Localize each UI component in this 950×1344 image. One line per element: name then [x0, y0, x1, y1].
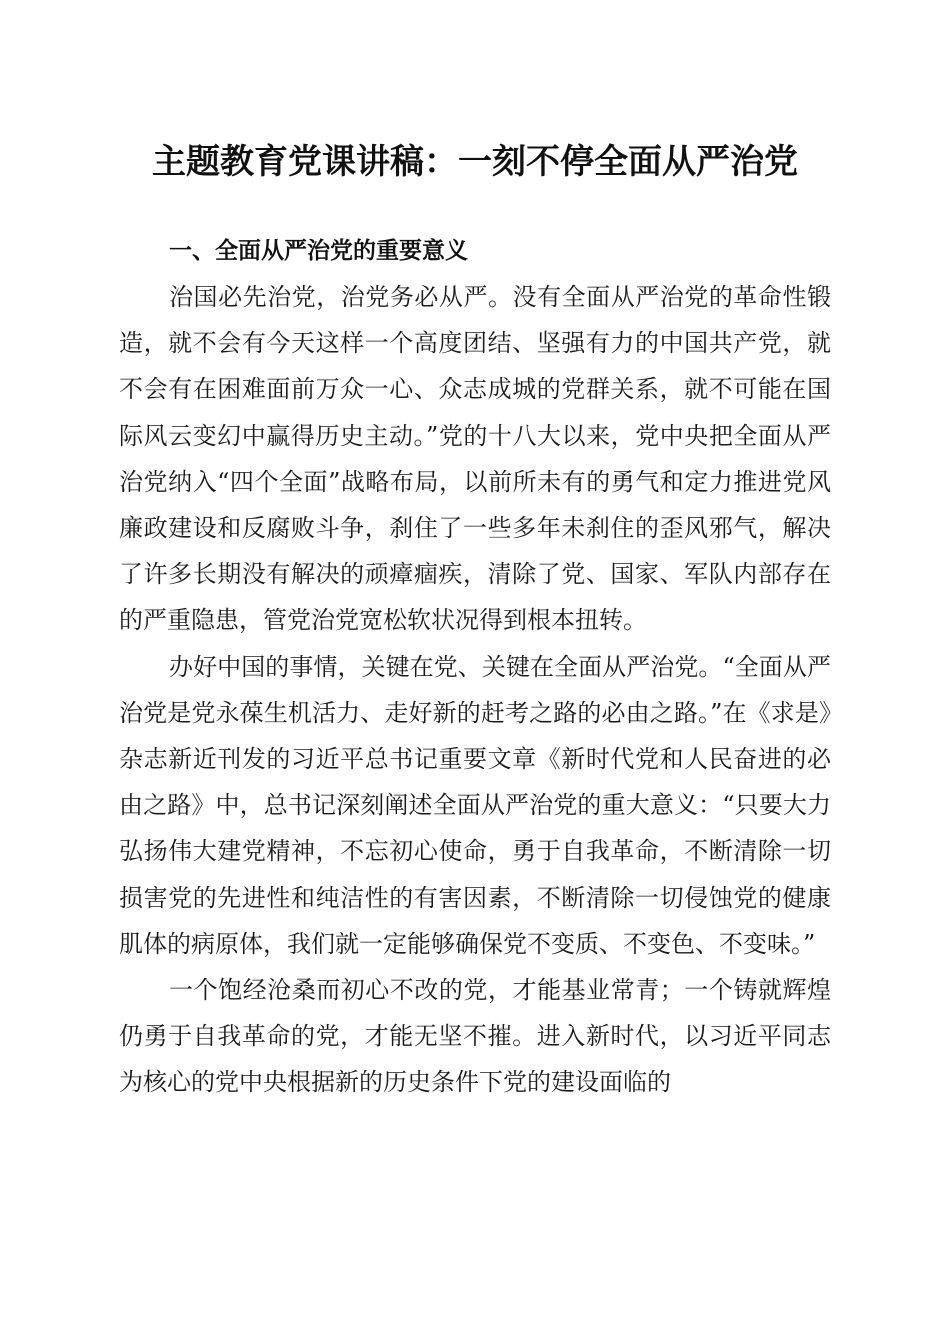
document-title: 主题教育党课讲稿：一刻不停全面从严治党	[152, 142, 798, 182]
section-heading: 一、全面从严治党的重要意义	[169, 238, 468, 264]
body-paragraph-3: 一个饱经沧桑而初心不改的党，才能基业常青；一个铸就辉煌仍勇于自我革命的党，才能无坚不摧。进入新时代，以习近平同志为核心的党中央根据新的历史条件下党的建设面临的	[119, 976, 831, 1097]
document-body	[119, 228, 831, 1106]
body-paragraph-1: 治国必先治党，治党务必从严。没有全面从严治党的革命性锻造，就不会有今天这样一个高度团结、坚强有力的中国共产党，就不会有在困难面前万众一心、众志成城的党群关系，就不可能在国际风云变幻中赢得历史主动。”党的十八大以来，党中央把全面从严治党纳入“四个全面”战略布局，以前所未有的勇气和定力推进党风廉政建设和反腐败斗争，刹住了一些多年未刹住的歪风邪气，解决了许多长期没有解决的顽瘴痼疾，清除了党、国家、军队内部存在的严重隐患，管党治党宽松软状况得到根本扭转。	[119, 283, 831, 635]
body-paragraph-2: 办好中国的事情，关键在党、关键在全面从严治党。“全面从严治党是党永葆生机活力、走好新的赶考之路的必由之路。”在《求是》杂志新近刊发的习近平总书记重要文章《新时代党和人民奋进的必由之路》中，总书记深刻阐述全面从严治党的重大意义：“只要大力弘扬伟大建党精神，不忘初心使命，勇于自我革命，不断清除一切损害党的先进性和纯洁性的有害因素，不断清除一切侵蚀党的健康肌体的病原体，我们就一定能够确保党不变质、不变色、不变味。”	[119, 652, 831, 958]
